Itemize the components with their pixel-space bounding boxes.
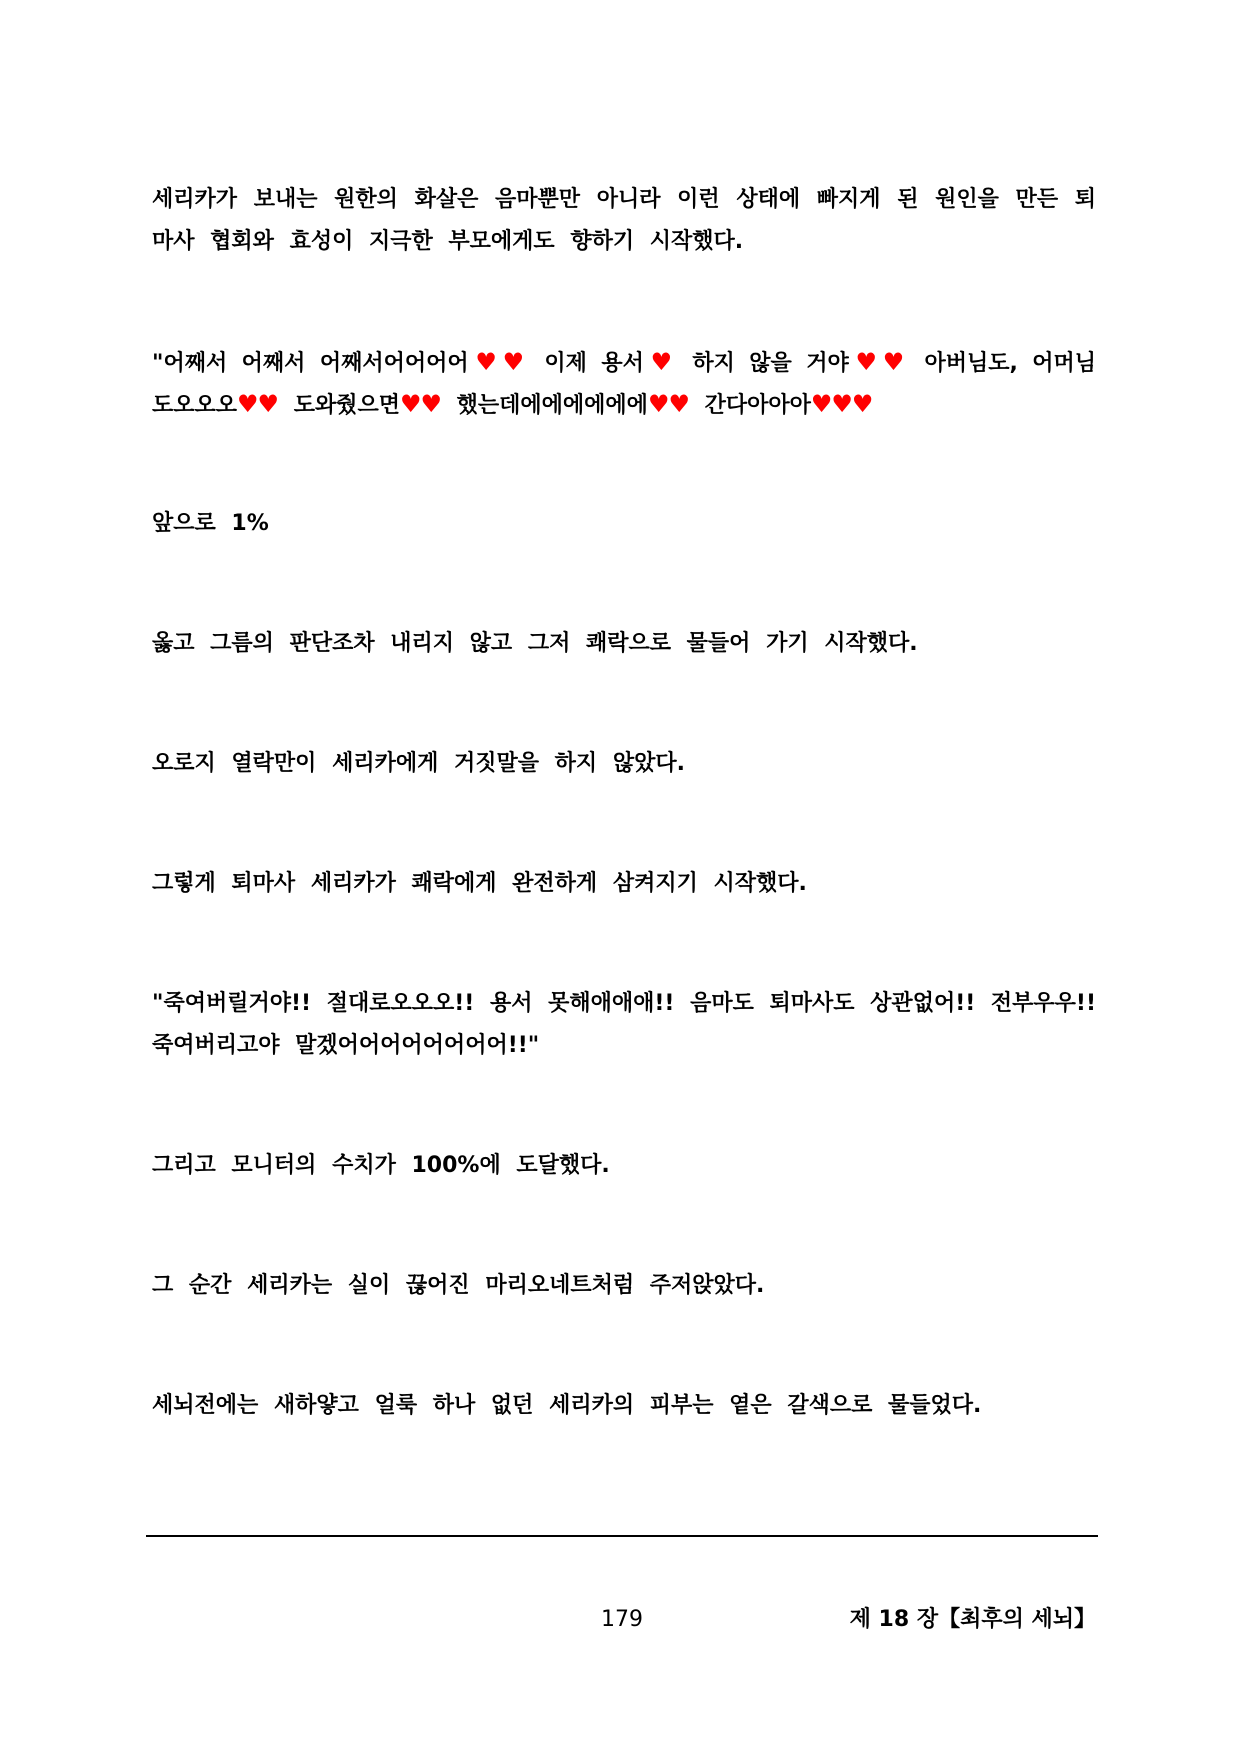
- heart-glyph: ♥: [399, 390, 421, 418]
- text-line: 그렇게 퇴마사 세리카가 쾌락에게 완전하게 삼켜지기 시작했다.: [152, 871, 807, 896]
- body-text: [152, 179, 1096, 1505]
- text-line: 그리고 모니터의 수치가 100%에 도달했다.: [152, 1153, 610, 1178]
- heart-glyph: ♥: [882, 348, 911, 376]
- heart-glyph: ♥: [643, 348, 678, 376]
- heart-glyph: ♥: [810, 390, 832, 418]
- text-line: 앞으로 1%: [152, 511, 269, 536]
- chapter-title: 제 18 장【최후의 세뇌】: [849, 1607, 1096, 1632]
- paragraph: [152, 743, 1096, 785]
- paragraph: [152, 503, 1096, 545]
- paragraph: [152, 863, 1096, 905]
- text-line: 죽여버리고야 말겠어어어어어어어어!!": [152, 1033, 540, 1058]
- heart-glyph: ♥: [237, 390, 258, 418]
- page-number: 179: [601, 1607, 643, 1632]
- text-line: "죽여버릴거야!! 절대로오오오!! 용서 못해애애애!! 음마도 퇴마사도 상관없어!! 전부우우!!: [152, 991, 1096, 1016]
- heart-glyph: ♥: [848, 348, 883, 376]
- heart-glyph: ♥: [257, 390, 279, 418]
- heart-glyph: ♥: [502, 348, 530, 376]
- text-line: 오로지 열락만이 세리카에게 거짓말을 하지 않았다.: [152, 751, 685, 776]
- heart-glyph: ♥: [668, 390, 689, 418]
- text-line: "어째서 어째서 어째서어어어어♥♥ 이제 용서♥ 하지 않을 거야♥♥ 아버님도, 어머님: [152, 348, 1096, 376]
- dialogue-paragraph: [152, 983, 1096, 1067]
- footer-divider: [146, 1535, 1098, 1537]
- text-line: 도오오오♥♥ 도와줬으면♥♥ 했는데에에에에에에♥♥ 간다아아아♥♥♥: [152, 390, 873, 418]
- paragraph: [152, 1265, 1096, 1307]
- dialogue-paragraph: [152, 341, 1096, 425]
- paragraph: [152, 179, 1096, 263]
- heart-glyph: ♥: [468, 348, 503, 376]
- paragraph: [152, 1385, 1096, 1427]
- heart-glyph: ♥: [420, 390, 441, 418]
- paragraph: [152, 1145, 1096, 1187]
- heart-glyph: ♥: [647, 390, 669, 418]
- heart-glyph: ♥: [851, 390, 873, 418]
- text-line: 마사 협회와 효성이 지극한 부모에게도 향하기 시작했다.: [152, 229, 744, 254]
- text-line: 세뇌전에는 새하얗고 얼룩 하나 없던 세리카의 피부는 옅은 갈색으로 물들었다.: [152, 1393, 982, 1418]
- text-line: 세리카가 보내는 원한의 화살은 음마뿐만 아니라 이런 상태에 빠지게 된 원인을 만든 퇴: [152, 187, 1096, 212]
- paragraph: [152, 623, 1096, 665]
- text-line: 옳고 그름의 판단조차 내리지 않고 그저 쾌락으로 물들어 가기 시작했다.: [152, 631, 918, 656]
- heart-glyph: ♥: [831, 390, 852, 418]
- text-line: 그 순간 세리카는 실이 끊어진 마리오네트처럼 주저앉았다.: [152, 1273, 765, 1298]
